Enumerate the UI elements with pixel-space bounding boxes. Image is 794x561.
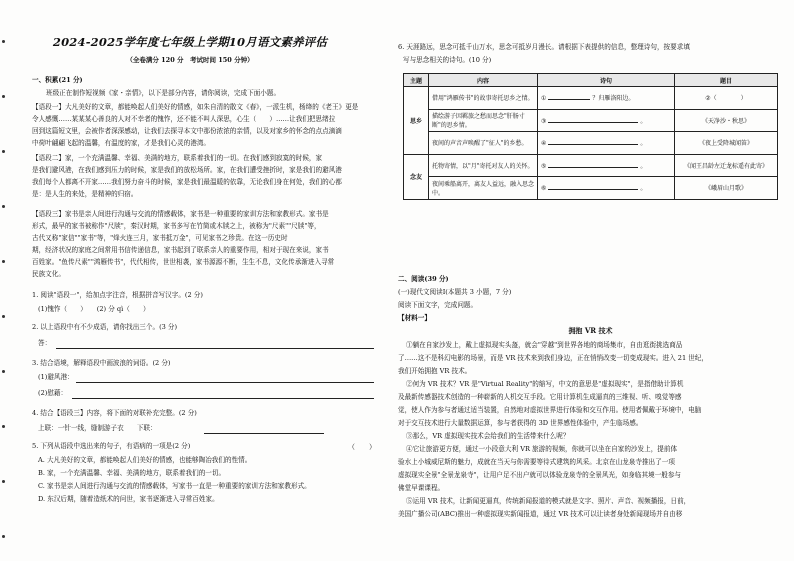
table-row	[404, 132, 778, 155]
article-line: 觉，使人作为参与者通过适当装置，自然地对虚拟世界进行体验和交互作用。使用者佩戴于环境中，电脑	[398, 406, 702, 414]
poem-cell[interactable]: ④ 。	[538, 132, 675, 155]
answer-line[interactable]	[76, 382, 374, 383]
article-line: 了……这不是科幻电影的场景，而是 VR 技术来到我们身边，正在悄悄改变一切变成现实。进入 21 世纪，	[398, 354, 709, 362]
title-cell: 《峨眉山月歌》	[675, 177, 778, 200]
poem-cell[interactable]: ③ 。	[538, 109, 675, 132]
article-line: ④它让旅游更方便，通过一小段意大利 VR 旅游的视频，你就可以坐在自家的沙发上，提前体	[406, 445, 678, 453]
subsection-heading: (一)现代文阅读Ⅰ(本题共 3 小题，7 分)	[398, 288, 512, 296]
answer-line[interactable]	[56, 348, 374, 349]
poem-cell[interactable]: ① ？归雁洛阳边。	[538, 87, 675, 110]
answer-line[interactable]	[72, 398, 374, 399]
passage-line: 【语段一】大凡美好的文章，都能唤起人们美好的情感，如朱自清的散文《春》，一派生机，杨绛的《老王》更是	[32, 103, 359, 111]
answer-bracket[interactable]: （ ）	[348, 443, 376, 451]
table-header: 主题	[404, 74, 429, 87]
article-line: 美国广播公司(ABC)推出一种虚拟现实新闻报道，通过 VR 技术可以让读者身处新闻现场并自由移	[398, 510, 683, 518]
option-a[interactable]: A. 大凡美好的文章，都能唤起人们美好的情感，也能够陶冶我们的性情。	[38, 456, 252, 464]
passage-line: 是：是人生的来处，是精神的归宿。	[32, 190, 138, 198]
passage-line: 形式，最早的家书被称作"尺牍"，秦汉时期，家书多写在竹简或木牍之上，被称为"尺素""尺牍"等，	[32, 222, 321, 230]
article-line: 我们开始拥抱 VR 技术。	[398, 367, 472, 375]
option-d[interactable]: D. 东汉后期，随着造纸术的问世，家书逐渐进入寻常百姓家。	[38, 495, 219, 503]
question-4: 4. 结合【语段三】内容，将下面的对联补充完整。(2 分)	[32, 409, 197, 417]
table-row	[404, 154, 778, 177]
title-cell: 《闻王昌龄左迁龙标遥有此寄》	[675, 154, 778, 177]
article-line: 虚拟现实全景"全景龙泉寺"，让用户足不出户就可以体验龙泉寺的全景风光，如身临其境一般参与	[398, 471, 682, 479]
passage-line: 是我们避风港，在我们感到压力的时候，家是我们的放松场所。家，在我们遭受挫折时，家是我们的避风港	[32, 166, 342, 174]
passage-line: 百姓家。"鱼传尺素""鸿雁传书"，代代相传，世世相袭，家书源源不断，生生不息，文化传承渐进入寻常	[32, 258, 335, 266]
content-cell: 描绘游子因羁旅之愁而思念"肝肠寸断"的思乡情。	[429, 109, 538, 132]
question-3: 3. 结合语境，解释语段中画波浪的词语。(2 分)	[32, 359, 171, 367]
passage-line: 【语段三】家书是亲人间进行沟通与交流的情感载体，家书是一种重要的家训方法和家教形式。家书是	[32, 210, 329, 218]
page-subtitle: （全卷满分 120 分 考试时间 150 分钟）	[126, 56, 254, 64]
article-line: 及最新传感器技术创造的一种崭新的人机交互手段。它用计算机生成逼真的三维视、听、嗅觉等感	[398, 393, 682, 401]
table-header: 题目	[675, 74, 778, 87]
question-6: 6. 天涯路远，思念可抵千山万水，思念可抵岁月漫长。请根据下表提供的信息，整理诗句，按要求填	[398, 43, 690, 51]
content-cell: 夜间的声音声唤醒了"征人"的乡愁。	[429, 132, 538, 155]
question-1: 1. 阅读"语段一"，给加点字注音，根据拼音写汉字。(2 分)	[32, 291, 203, 299]
section-heading: 一、积累(21 分)	[32, 76, 83, 84]
question-3a: (1)避风港：	[38, 373, 74, 381]
content-cell: 托物寄情，以"月"寄托对友人的关怀。	[429, 154, 538, 177]
question-5: 5. 下列从语段中选出来的句子，有语病的一项是(2 分)	[32, 442, 191, 450]
article-line: 佛堂早课课程。	[398, 484, 445, 492]
article-line: ③那么，VR 虚拟现实技术会给我们的生活带来什么呢？	[406, 432, 570, 440]
question-6: 写与思念相关的诗句。(10 分)	[403, 56, 492, 64]
section-heading: 二、阅读(39 分)	[398, 275, 449, 283]
option-b[interactable]: B. 家，一个充满温馨、幸福、美满的地方，联系着我们的一切。	[38, 469, 226, 477]
question-3b: (2)慰藉：	[38, 389, 68, 397]
passage-line: 回到这篇短文里，会被作者深深感动，让我们去探寻本文中那份浓浓的亲情，以及对家乡的怀念的点点滴滴	[32, 127, 342, 135]
page-title: 2024-2025学年度七年级上学期10月语文素养评估	[52, 35, 328, 49]
content-cell: 借用"鸿雁传书"的故事寄托思乡之情。	[429, 87, 538, 110]
table-header: 内容	[429, 74, 538, 87]
passage-line: 令人感慨……某某某心善良的人对不幸者的愧怍，还不能不叫人深思，心生（ ）……让我们把思绪拉	[32, 115, 336, 123]
instruction-text: 阅读下面文字，完成问题。	[398, 301, 478, 309]
passage-line: 中荷叶翩翩飞起的温馨，有温度的家，才是我们心灵的港湾。	[32, 139, 211, 147]
material-label: 【材料一】	[398, 314, 431, 322]
poem-cell[interactable]: ⑤ 。	[538, 154, 675, 177]
question-2: 2. 以上语段中有不少成语，请你找出三个。(3 分)	[32, 323, 178, 331]
table-row	[404, 109, 778, 132]
title-cell[interactable]: ②（ ）	[675, 87, 778, 110]
title-cell: 《天净沙・秋思》	[675, 109, 778, 132]
poem-cell[interactable]: ⑥ 。	[538, 177, 675, 200]
answer-line[interactable]	[204, 433, 324, 434]
article-line: 对于交互技术进行大量数据运算，参与者获得的 3D 世界感性体验中，产生临场感。	[398, 419, 643, 427]
article-line: ②何为 VR 技术？VR 是"Virtual Reality"的缩写，中文的意思是"虚拟现实"，是指借助计算机	[406, 380, 684, 388]
article-line: ⑤运用 VR 技术，让新闻更逼真，传统新闻报道的模式就是文字、照片、声音、视频播报，日前，	[406, 497, 691, 505]
passage-line: 我们每个人都离不开家……我们努力奋斗的时候，家是我们最温暖的依靠，无论我们身在何处，我们的心都	[32, 178, 342, 186]
table-header: 诗句	[538, 74, 675, 87]
poem-table	[403, 73, 778, 200]
article-line: ①躺在自家沙发上，戴上虚拟现实头盔，就会"穿越"到世界各地的商场集市，自由逛街挑选商品	[406, 341, 683, 349]
article-title: 拥抱 VR 技术	[568, 326, 613, 335]
passage-line: 古代又称"家信""家书"等，"烽火连三月，家书抵万金"，可见家书之珍贵。在这一历史时	[32, 234, 288, 242]
answer-label: 答：	[38, 339, 52, 347]
article-line: 验水上小城威尼斯的魅力，成就在当天与你需要等待式建筑的风采。北京在山龙泉寺推出了一项	[398, 458, 675, 466]
option-c[interactable]: C. 家书是亲人间进行沟通与交流的情感载体，写家书一直是一种重要的家训方法和家教形式。	[38, 482, 311, 490]
passage-line: 民族文化。	[32, 270, 65, 278]
content-cell: 夜间乘船离开，离友人益远，融入思念中。	[429, 177, 538, 200]
passage-line: 期，经济状况的家庭之间常用书信传递信息，家书起到了联系亲人的重要作用，相对于现在来说，家书	[32, 246, 329, 254]
theme-cell: 念友	[404, 154, 429, 199]
intro-text: 班级正在制作短视频《家・亲情》，以下是部分内容，请你阅读，完成下面小题。	[46, 89, 281, 97]
theme-cell: 思乡	[404, 87, 429, 155]
question-1-parts[interactable]: (1)愧怍（ ） (2) 分 qì（ ）	[38, 305, 150, 313]
table-row	[404, 87, 778, 110]
passage-line: 【语段二】家，一个充满温馨、幸福、美满的地方，联系着我们的一切。在我们感到寂寞的时候，家	[32, 154, 323, 162]
couplet-text: 上联：一针一线，缝制游子衣 下联：	[38, 424, 157, 432]
table-row	[404, 177, 778, 200]
title-cell: 《夜上受降城闻笛》	[675, 132, 778, 155]
binding-margin-dots	[2, 20, 6, 540]
